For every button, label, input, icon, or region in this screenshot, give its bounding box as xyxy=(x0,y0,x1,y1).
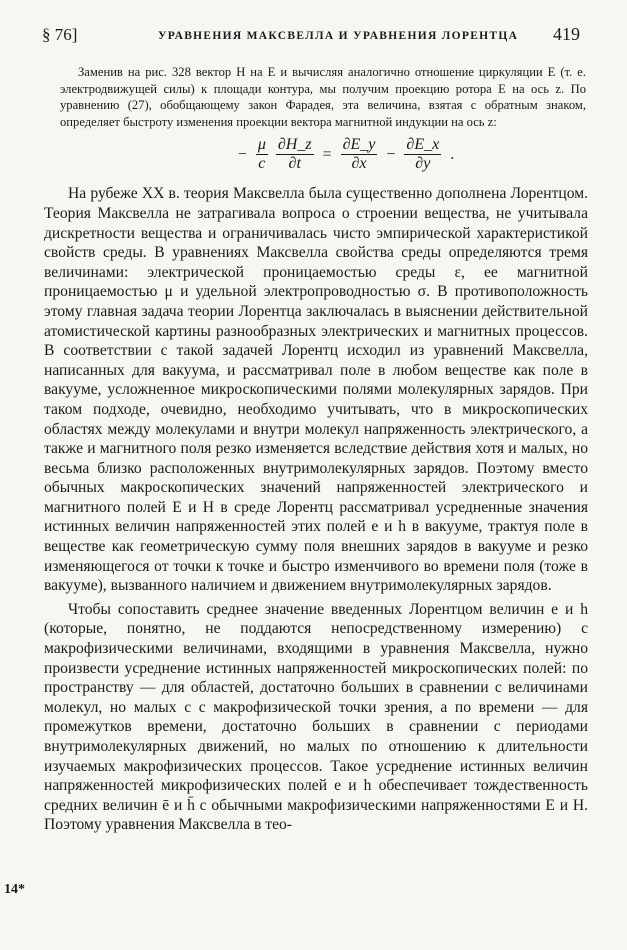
body-paragraph-2: Чтобы сопоставить среднее значение введенных Лорентцом величин e и h (которые, понятно, не поддаются непосредственному измерению) с макрофизическими величинами, входящими в уравнения Максвелла, нужно произвести усреднение истинных напряженностей микроскопических полей: по пространству — для областей, достаточно больших в сравнении с величинами молекул, но малых с с макрофизической точки зрения, а по времени — для промежутков времени, достаточно больших в сравнении с периодами внутримолекулярных движений, но малых по отношению к длительности изучаемых макрофизических процессов. Такое усреднение истинных величин напряженностей микрофизических полей e и h обеспечивает тождественность средних величин ē и h̄ с обычными макрофизическими напряженностями E и H. Поэтому уравнения Максвелла в тео- xyxy=(44,600,588,834)
intro-paragraph: Заменив на рис. 328 вектор H на E и вычисляя аналогично отношение циркуляции E (т. е. электродвижущей силы) к площади контура, мы получим проекцию ротора E на ось z. По уравнению (27), обобщающему закон Фарадея, эта величина, взятая с обратным знаком, определяет быстроту изменения проекции вектора магнитной индукции на ось z: xyxy=(60,65,586,129)
fraction-dEx-dy: $\frac{\partial E\_x}{\partial y}$ xyxy=(406,136,440,173)
fraction-mu-c: $\frac{\mu}{c}$ xyxy=(257,136,266,173)
fraction-dHz-dt: $\frac{\partial H\_z}{\partial t}$ xyxy=(277,136,312,173)
body-paragraph-1: На рубеже XX в. теория Максвелла была существенно дополнена Лорентцом. Теория Максвелла не затрагивала вопроса о строении вещества, не учитывала дискретности вещества и ограничивалась чисто эмпирической характеристикой свойств среды. В уравнениях Максвелла свойства среды определяются тремя величинами: электрической проницаемостью среды ε, ее магнитной проницаемостью μ и удельной электропроводностью σ. В противоположность этому главная задача теории Лорентца заключалась в выяснении действительной атомистической картины разнообразных электрических и магнитных процессов. В соответствии с такой задачей Лорентц исходил из уравнений Максвелла, написанных для вакуума, и рассматривал поле в любом веществе как поле в вакууме, усложненное микроскопическими полями молекулярных зарядов. При таком подходе, очевидно, необходимо учитывать, что в микроскопических областях между молекулами и внутри молекул напряженность электрического, а также и магнитного поля резко изменяется вследствие действия хотя и малых, но весьма близко расположенных внутримолекулярных зарядов. Поэтому вместо обычных макроскопических значений напряженностей электрического и магнитного полей E и H в среде Лорентц рассматривал усредненные значения истинных величин напряженностей этих полей e и h в вакууме, трактуя поле в веществе как геометрическую сумму поля внешних зарядов в вакууме и резко изменяющегося от точки к точке и быстро изменчивого во времени поля (тоже в вакууме), вызванного наличием и движением внутримолекулярных зарядов. xyxy=(44,185,588,595)
formula-minus: − xyxy=(386,145,396,163)
formula-period: . xyxy=(450,145,455,163)
page xyxy=(40,22,592,835)
running-title: УРАВНЕНИЯ МАКСВЕЛЛА И УРАВНЕНИЯ ЛОРЕНТЦА xyxy=(158,30,519,42)
fraction-dEy-dx: $\frac{\partial E\_y}{\partial x}$ xyxy=(342,136,376,173)
printer-signature: 14* xyxy=(4,882,25,897)
page-number: 419 xyxy=(553,24,580,44)
formula-equals: = xyxy=(322,145,332,163)
page-header xyxy=(40,22,592,46)
section-number: § 76] xyxy=(42,25,78,44)
faraday-formula xyxy=(100,136,592,178)
formula-sign: − xyxy=(237,145,247,163)
